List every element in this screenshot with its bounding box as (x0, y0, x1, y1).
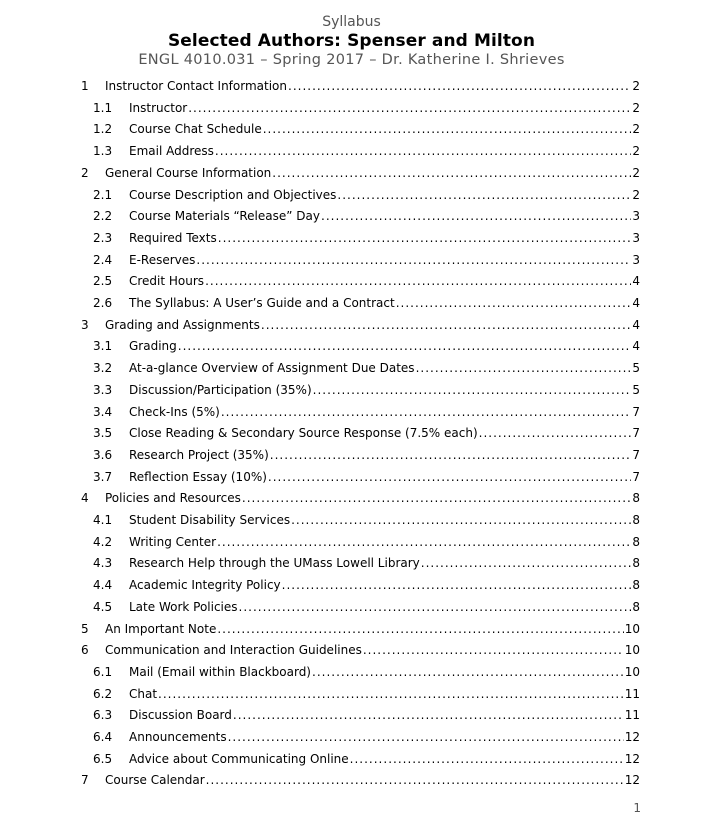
toc-entry-number: 4.3 (93, 556, 113, 571)
toc-dot-leader (242, 488, 631, 508)
toc-entry-page: 7 (632, 469, 640, 484)
toc-entry-number: 6.5 (93, 751, 113, 766)
toc-entry-label: Advice about Communicating Online (129, 751, 349, 766)
toc-entry-label: Discussion Board (129, 708, 232, 723)
toc-entry-body (129, 206, 640, 226)
toc-entry-number: 3.5 (93, 426, 113, 441)
toc-entry-label: Student Disability Services (129, 513, 291, 527)
toc-entry-body (105, 640, 640, 660)
toc-entry-label: Mail (Email within Blackboard) (129, 664, 311, 679)
toc-entry-page: 8 (632, 534, 640, 549)
toc-dot-leader (218, 228, 632, 248)
toc-entry-number: 3.3 (93, 382, 113, 397)
toc-entry-number: 2.4 (93, 252, 113, 267)
toc-entry-6-4[interactable] (0, 727, 703, 747)
toc-entry-number: 6.2 (93, 686, 113, 701)
toc-entry-page: 11 (624, 686, 640, 701)
toc-dot-leader (321, 206, 631, 226)
toc-dot-leader (239, 597, 632, 617)
toc-entry-label: Course Chat Schedule (129, 122, 262, 137)
page-number: 1 (633, 801, 641, 815)
toc-entry-page: 4 (632, 317, 640, 332)
toc-entry-label: Chat (129, 686, 158, 701)
toc-dot-leader (291, 510, 631, 530)
toc-entry-label: Close Reading & Secondary Source Response (7.5% each) (129, 426, 478, 441)
toc-entry-body (129, 336, 640, 356)
toc-entry-page: 2 (632, 187, 640, 202)
toc-entry-4[interactable] (0, 488, 703, 508)
toc-entry-page: 12 (624, 730, 640, 744)
toc-entry-body (129, 98, 640, 118)
toc-entry-label: Communication and Interaction Guidelines (105, 643, 362, 658)
toc-entry-2-2[interactable] (0, 206, 703, 226)
toc-entry-label: Announcements (129, 730, 227, 744)
toc-entry-4-4[interactable] (0, 575, 703, 595)
toc-entry-label: Research Help through the UMass Lowell Library (129, 556, 420, 571)
toc-entry-body (129, 141, 640, 161)
toc-entry-number: 1.2 (93, 122, 113, 137)
toc-entry-body (129, 575, 640, 595)
toc-entry-number: 1 (81, 79, 89, 93)
toc-entry-body (129, 271, 640, 291)
toc-entry-label: Grading (129, 339, 177, 354)
toc-entry-number: 4 (81, 491, 89, 506)
toc-entry-page: 11 (624, 708, 640, 723)
toc-dot-leader (363, 640, 624, 660)
toc-entry-page: 4 (632, 274, 640, 289)
toc-entry-page: 10 (624, 664, 640, 679)
toc-entry-label: Writing Center (129, 534, 217, 549)
toc-dot-leader (196, 250, 631, 270)
toc-entry-1-1[interactable] (0, 98, 703, 118)
toc-dot-leader (217, 619, 623, 639)
toc-dot-leader (421, 553, 632, 573)
toc-entry-label: Reflection Essay (10%) (129, 469, 267, 484)
toc-entry-number: 4.5 (93, 599, 113, 614)
toc-dot-leader (272, 163, 631, 183)
toc-entry-number: 4.4 (93, 578, 113, 593)
toc-entry-body (129, 553, 640, 573)
toc-entry-body (105, 619, 640, 639)
toc-entry-number: 4.2 (93, 534, 113, 549)
toc-dot-leader (188, 98, 631, 118)
toc-entry-body (129, 228, 640, 248)
toc-entry-number: 2.6 (93, 296, 113, 310)
toc-entry-3-2[interactable] (0, 358, 703, 378)
toc-entry-label: Instructor (129, 100, 188, 115)
toc-entry-page: 7 (632, 404, 640, 419)
toc-entry-label: Academic Integrity Policy (129, 578, 281, 593)
toc-entry-3-4[interactable] (0, 402, 703, 422)
toc-entry-6-1[interactable] (0, 662, 703, 682)
toc-entry-label: Course Calendar (105, 773, 205, 788)
toc-entry-1-3[interactable] (0, 141, 703, 161)
toc-entry-body (129, 423, 640, 443)
toc-entry-label: The Syllabus: A User’s Guide and a Contract (129, 296, 395, 310)
toc-entry-page: 10 (624, 643, 640, 658)
toc-entry-body (129, 467, 640, 487)
toc-entry-5[interactable] (0, 619, 703, 639)
document-title: Selected Authors: Spenser and Milton (167, 31, 536, 51)
toc-entry-body (105, 76, 640, 96)
toc-entry-label: An Important Note (105, 621, 217, 636)
toc-entry-page: 8 (632, 556, 640, 571)
toc-entry-number: 2.1 (93, 187, 113, 202)
toc-entry-1[interactable] (0, 76, 703, 96)
toc-entry-2-1[interactable] (0, 185, 703, 205)
toc-entry-number: 6.1 (93, 664, 113, 679)
toc-entry-label: At-a-glance Overview of Assignment Due Dates (129, 361, 415, 376)
toc-entry-body (129, 380, 640, 400)
toc-entry-number: 3.1 (93, 339, 113, 354)
toc-dot-leader (270, 445, 632, 465)
toc-dot-leader (416, 358, 632, 378)
toc-entry-number: 6 (81, 643, 89, 658)
toc-entry-page: 12 (624, 751, 640, 766)
toc-entry-number: 6.3 (93, 708, 113, 723)
toc-entry-6-5[interactable] (0, 749, 703, 769)
toc-entry-number: 3.2 (93, 361, 113, 376)
toc-entry-4-2[interactable] (0, 532, 703, 552)
toc-dot-leader (178, 336, 632, 356)
toc-entry-body (129, 532, 640, 552)
toc-entry-body (129, 293, 640, 313)
toc-entry-2[interactable] (0, 163, 703, 183)
toc-entry-3[interactable] (0, 315, 703, 335)
toc-entry-page: 7 (632, 426, 640, 441)
toc-entry-page: 12 (624, 773, 640, 788)
toc-entry-3-1[interactable] (0, 336, 703, 356)
toc-entry-body (129, 749, 640, 769)
toc-entry-page: 8 (632, 513, 640, 527)
toc-entry-page: 2 (632, 144, 640, 159)
document-kicker: Syllabus (322, 14, 381, 30)
toc-dot-leader (282, 575, 632, 595)
toc-entry-page: 2 (632, 100, 640, 115)
toc-entry-page: 5 (632, 382, 640, 397)
toc-entry-label: Course Materials “Release” Day (129, 209, 320, 224)
toc-entry-page: 2 (632, 122, 640, 137)
toc-entry-page: 10 (624, 621, 640, 636)
toc-dot-leader (479, 423, 632, 443)
toc-entry-body (105, 315, 640, 335)
toc-dot-leader (206, 770, 624, 790)
toc-dot-leader (313, 380, 632, 400)
toc-entry-body (129, 684, 640, 704)
toc-entry-label: Discussion/Participation (35%) (129, 382, 312, 397)
toc-dot-leader (228, 727, 624, 747)
toc-dot-leader (221, 402, 632, 422)
toc-entry-page: 7 (632, 447, 640, 462)
toc-entry-number: 5 (81, 621, 89, 636)
toc-entry-page: 5 (632, 361, 640, 376)
toc-entry-3-7[interactable] (0, 467, 703, 487)
toc-entry-page: 3 (632, 230, 640, 245)
toc-entry-label: Credit Hours (129, 274, 205, 289)
toc-entry-4-3[interactable] (0, 553, 703, 573)
toc-entry-page: 2 (632, 165, 640, 180)
toc-entry-body (129, 250, 640, 270)
toc-dot-leader (263, 119, 632, 139)
toc-entry-page: 8 (632, 578, 640, 593)
toc-entry-number: 2.2 (93, 209, 113, 224)
toc-entry-page: 4 (632, 296, 640, 310)
toc-entry-page: 8 (632, 599, 640, 614)
toc-entry-page: 3 (632, 252, 640, 267)
toc-entry-body (129, 358, 640, 378)
toc-dot-leader (268, 467, 631, 487)
toc-entry-number: 1.3 (93, 144, 113, 159)
toc-entry-number: 2 (81, 165, 89, 180)
toc-entry-label: Research Project (35%) (129, 447, 269, 462)
toc-entry-body (129, 510, 640, 530)
toc-entry-7[interactable] (0, 770, 703, 790)
toc-entry-4-5[interactable] (0, 597, 703, 617)
toc-entry-number: 4.1 (93, 513, 113, 527)
toc-entry-page: 4 (632, 339, 640, 354)
toc-entry-body (105, 488, 640, 508)
toc-entry-label: Check-Ins (5%) (129, 404, 220, 419)
toc-entry-number: 1.1 (93, 100, 113, 115)
document-subtitle: ENGL 4010.031 – Spring 2017 – Dr. Katherine I. Shrieves (138, 52, 565, 68)
toc-dot-leader (312, 662, 624, 682)
toc-dot-leader (233, 705, 624, 725)
toc-entry-2-6[interactable] (0, 293, 703, 313)
toc-dot-leader (158, 684, 624, 704)
toc-entry-number: 3.6 (93, 447, 113, 462)
toc-entry-number: 3.7 (93, 469, 113, 484)
toc-entry-6[interactable] (0, 640, 703, 660)
toc-entry-label: E-Reserves (129, 252, 196, 267)
toc-entry-page: 3 (632, 209, 640, 224)
toc-entry-label: Required Texts (129, 230, 217, 245)
toc-entry-number: 7 (81, 773, 89, 788)
toc-entry-2-3[interactable] (0, 228, 703, 248)
toc-entry-body (105, 770, 640, 790)
toc-entry-3-3[interactable] (0, 380, 703, 400)
toc-entry-4-1[interactable] (0, 510, 703, 530)
toc-entry-number: 2.5 (93, 274, 113, 289)
toc-entry-label: Course Description and Objectives (129, 187, 337, 202)
toc-entry-number: 3.4 (93, 404, 113, 419)
toc-entry-6-2[interactable] (0, 684, 703, 704)
toc-entry-number: 6.4 (93, 730, 113, 744)
toc-entry-page: 8 (632, 491, 640, 506)
toc-dot-leader (205, 271, 631, 291)
toc-entry-body (129, 705, 640, 725)
toc-entry-body (105, 163, 640, 183)
toc-entry-body (129, 727, 640, 747)
toc-entry-body (129, 445, 640, 465)
toc-dot-leader (337, 185, 631, 205)
toc-dot-leader (261, 315, 631, 335)
toc-dot-leader (217, 532, 631, 552)
toc-entry-3-6[interactable] (0, 445, 703, 465)
toc-entry-1-2[interactable] (0, 119, 703, 139)
toc-entry-body (129, 597, 640, 617)
toc-entry-label: Instructor Contact Information (105, 79, 287, 93)
toc-entry-body (129, 402, 640, 422)
toc-dot-leader (288, 76, 631, 96)
toc-entry-2-4[interactable] (0, 250, 703, 270)
toc-entry-body (129, 662, 640, 682)
toc-entry-number: 2.3 (93, 230, 113, 245)
toc-entry-3-5[interactable] (0, 423, 703, 443)
toc-entry-label: Grading and Assignments (105, 317, 260, 332)
toc-entry-label: General Course Information (105, 165, 272, 180)
toc-entry-label: Email Address (129, 144, 214, 159)
toc-entry-number: 3 (81, 317, 89, 332)
toc-entry-body (129, 185, 640, 205)
toc-entry-page: 2 (632, 79, 640, 93)
toc-dot-leader (396, 293, 632, 313)
toc-dot-leader (350, 749, 624, 769)
toc-dot-leader (215, 141, 631, 161)
toc-entry-body (129, 119, 640, 139)
toc-entry-label: Late Work Policies (129, 599, 238, 614)
toc-entry-6-3[interactable] (0, 705, 703, 725)
toc-entry-2-5[interactable] (0, 271, 703, 291)
toc-entry-label: Policies and Resources (105, 491, 241, 506)
